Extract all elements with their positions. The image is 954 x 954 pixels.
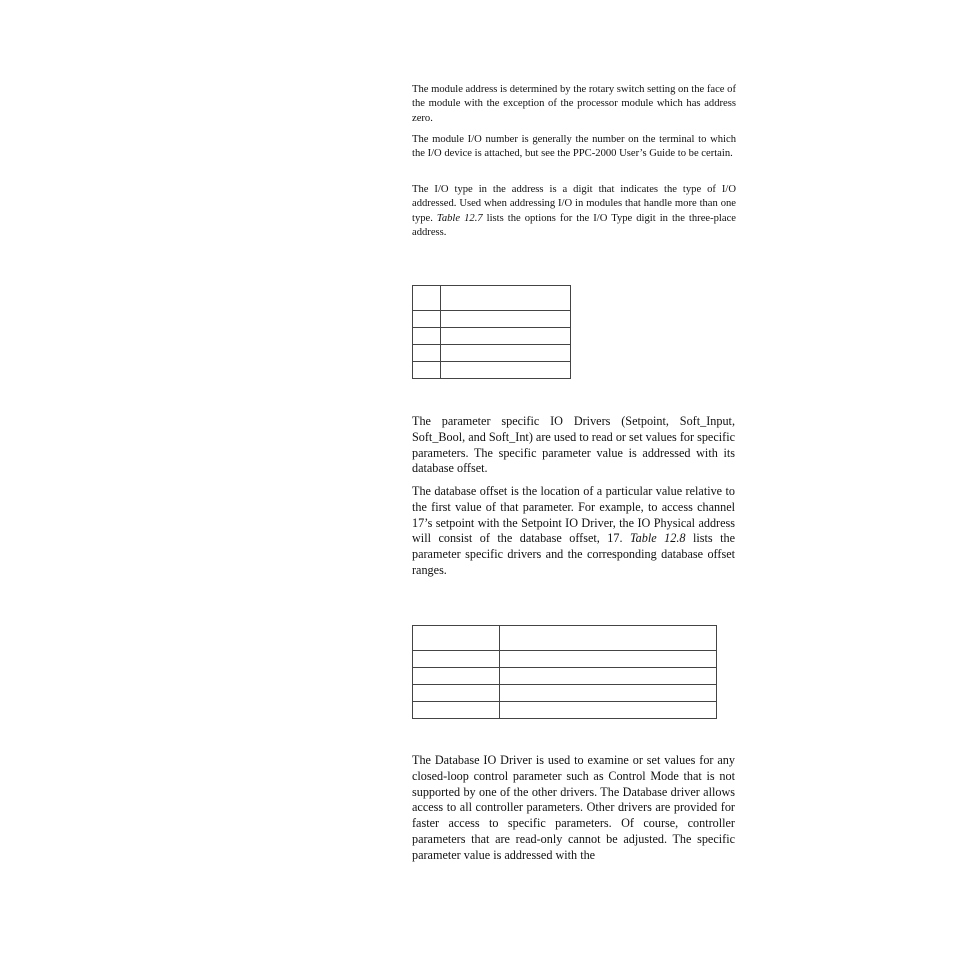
table-cell: [500, 651, 717, 668]
database-offset-paragraph: [412, 484, 735, 579]
table-cell: [500, 702, 717, 719]
table-header-cell: [500, 626, 717, 651]
database-offset-table: [412, 625, 717, 719]
table-cell: [413, 311, 441, 328]
table-cell: [441, 311, 571, 328]
table-cell: [413, 685, 500, 702]
database-offset-text-end: lists the parameter specific drivers and the corresponding database offset ranges.: [412, 531, 735, 577]
table-row: [413, 702, 717, 719]
table-12-7-reference: Table 12.7: [436, 212, 483, 224]
table-row: [413, 651, 717, 668]
io-type-text-start: The I/O type in the address is a digit that indicates the type of I/O addressed. Used when addressing I/O in modules that handle more than one type.: [412, 184, 736, 224]
table-cell: [441, 345, 571, 362]
database-offset-text-start: The database offset is the location of a particular value relative to the first value of that parameter. For example, to access channel 17’s setpoint with the Setpoint IO Driver, the IO Physical address will consist of the database offset, 17.: [412, 484, 735, 546]
table-cell: [413, 345, 441, 362]
table-header-row: [413, 286, 571, 311]
table-cell: [413, 668, 500, 685]
database-driver-paragraph: The Database IO Driver is used to examine or set values for any closed-loop control parameter such as Control Mode that is not supported by one of the other drivers. The Database driver allows access to all controller parameters. Other drivers are provided for faster access to specific parameters. Of course, controller parameters that are read-only cannot be adjusted. The specific parameter value is addressed with the: [412, 753, 735, 862]
table-row: [413, 685, 717, 702]
io-type-text-end: lists the options for the I/O Type digit in the three-place address.: [412, 212, 736, 238]
table-cell: [413, 651, 500, 668]
table-cell: [441, 362, 571, 379]
table-cell: [413, 702, 500, 719]
table-cell: [413, 362, 441, 379]
table-header-row: [413, 626, 717, 651]
table-cell: [441, 328, 571, 345]
table-row: [413, 311, 571, 328]
table-row: [413, 668, 717, 685]
table-header-cell: [413, 626, 500, 651]
table-12-8-reference: Table 12.8: [630, 531, 686, 546]
module-address-paragraph: The module address is determined by the rotary switch setting on the face of the module with the exception of the processor module which has address zero.: [412, 84, 736, 124]
io-type-table: [412, 285, 571, 379]
parameter-drivers-paragraph: The parameter specific IO Drivers (Setpoint, Soft_Input, Soft_Bool, and Soft_Int) are used to read or set values for specific parameters. The specific parameter value is addressed with its database offset.: [412, 414, 735, 476]
table-row: [413, 345, 571, 362]
module-io-number-paragraph: The module I/O number is generally the number on the terminal to which the I/O device is attached, but see the PPC-2000 User’s Guide to be certain.: [412, 134, 736, 160]
table-row: [413, 328, 571, 345]
io-type-paragraph: [412, 183, 736, 240]
table-header-cell: [413, 286, 441, 311]
table-row: [413, 362, 571, 379]
table-cell: [413, 328, 441, 345]
table-cell: [500, 668, 717, 685]
table-header-cell: [441, 286, 571, 311]
table-cell: [500, 685, 717, 702]
